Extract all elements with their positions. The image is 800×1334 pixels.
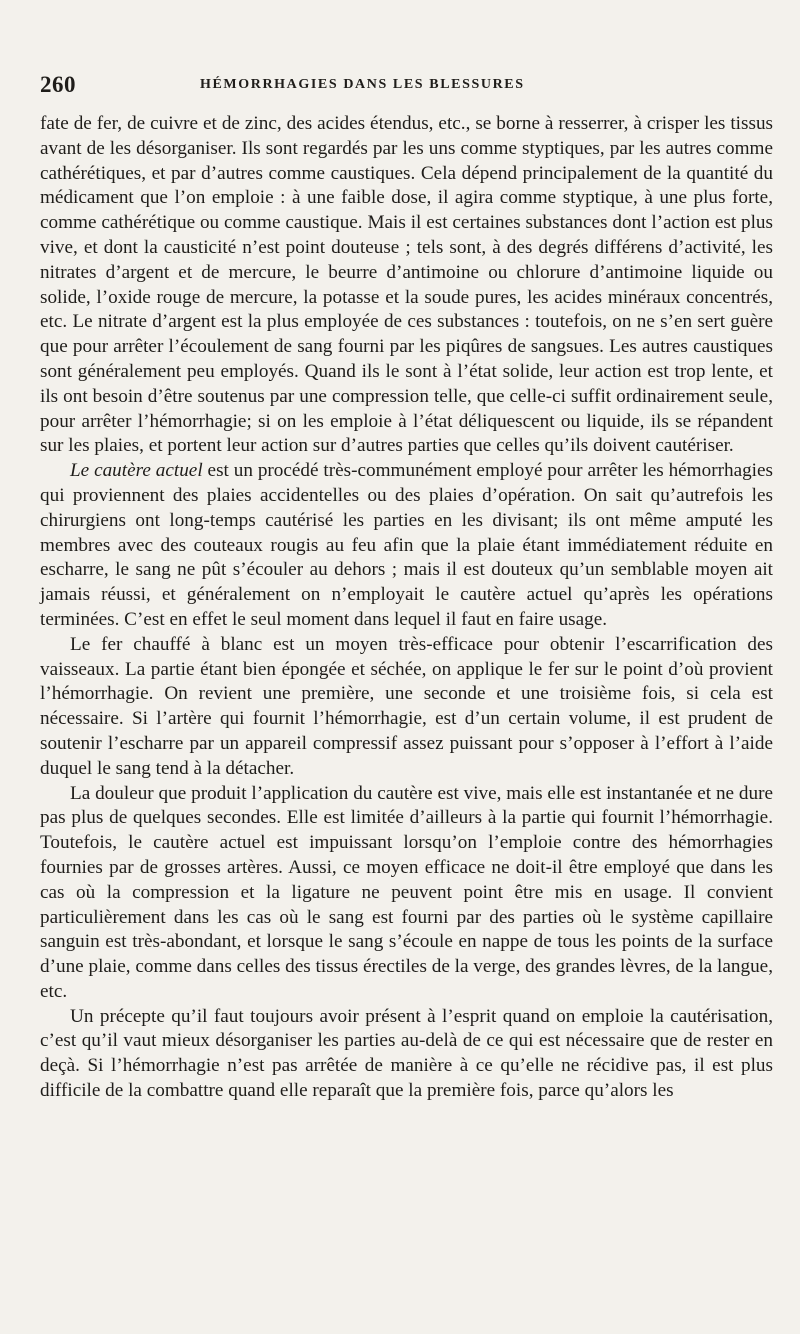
paragraph-text: est un procédé très-communément employé pour arrêter les hémorrhagies qui proviennent des plaies accidentelles ou des plaies d’opération. On sait qu’autrefois les chirurgiens ont long-temps cautérisé les parties en les divisant; ils ont même amputé les membres avec des couteaux rougis au feu afin que la plaie étant immédiatement réduite en escharre, le sang ne pût s’écouler au dehors ; mais il est douteux qu’un semblable moyen ait jamais réussi, et généralement on n’employait le cautère actuel qu’après les opérations terminées. C’est en effet le seul moment dans lequel il faut en faire usage.: [40, 460, 773, 630]
paragraph-text: fate de fer, de cuivre et de zinc, des acides étendus, etc., se borne à resserrer, à crisper les tissus avant de les désorganiser. Ils sont regardés par les uns comme styptiques, par les autres comme cathérétiques, et par d’autres comme caustiques. Cela dépend principalement de la quantité du médicament que l’on emploie : à une faible dose, il agira comme styptique, à une plus forte, comme cathérétique ou comme caustique. Mais il est certaines substances dont l’action est plus vive, et dont la causticité n’est point douteuse ; tels sont, à des degrés différens d’activité, les nitrates d’argent et de mercure, le beurre d’antimoine ou chlorure d’antimoine liquide ou solide, l’oxide rouge de mercure, la potasse et la soude pures, les acides minéraux concentrés, etc. Le nitrate d’argent est la plus employée de ces substances : toutefois, on ne s’en sert guère que pour arrêter l’écoulement de sang fourni par les piqûres de sangsues. Les autres caustiques sont généralement peu employés. Quand ils le sont à l’état solide, leur action est trop lente, et ils ont besoin d’être soutenus par une compression telle, que celle-ci suffit ordinairement seule, pour arrêter l’hémorrhagie; si on les emploie à l’état déliquescent ou liquide, ils se répandent sur les plaies, et portent leur action sur d’autres parties que celles qu’ils doivent cautériser.: [40, 113, 773, 457]
paragraph-1: [40, 112, 773, 459]
italic-lead-term: Le cautère actuel: [70, 460, 203, 482]
paragraph-4: [40, 782, 773, 1005]
paragraph-3: [40, 633, 773, 782]
page-header: [40, 72, 775, 100]
body-text: [40, 112, 773, 1104]
paragraph-text: Un précepte qu’il faut toujours avoir présent à l’esprit quand on emploie la cautérisation, c’est qu’il vaut mieux désorganiser les parties au-delà de ce qui est nécessaire que de rester en deçà. Si l’hémorrhagie n’est pas arrêtée de manière à ce qu’elle ne récidive pas, il est plus difficile de la combattre quand elle reparaît que la première fois, parce qu’alors les: [40, 1005, 773, 1102]
running-title: HÉMORRHAGIES DANS LES BLESSURES: [200, 77, 525, 92]
paragraph-5: [40, 1005, 773, 1104]
book-page: [40, 0, 775, 1334]
paragraph-text: Le fer chauffé à blanc est un moyen très-efficace pour obtenir l’escarrification des vaisseaux. La partie étant bien épongée et séchée, on applique le fer sur le point d’où provient l’hémorrhagie. On revient une première, une seconde et une troisième fois, si cela est nécessaire. Si l’artère qui fournit l’hémorrhagie, est d’un certain volume, il est prudent de soutenir l’escharre par un appareil compressif assez puissant pour s’opposer à l’effort à l’aide duquel le sang tend à la détacher.: [40, 633, 773, 779]
paragraph-text: La douleur que produit l’application du cautère est vive, mais elle est instantanée et ne dure pas plus de quelques secondes. Elle est limitée d’ailleurs à la partie qui fournit l’hémorrhagie. Toutefois, le cautère actuel est impuissant lorsqu’on l’emploie contre des hémorrhagies fournies par de grosses artères. Aussi, ce moyen efficace ne doit-il être employé que dans les cas où la compression et la ligature ne peuvent point être mis en usage. Il convient particulièrement dans les cas où le sang est fourni par des parties où le système capillaire sanguin est très-abondant, et lorsque le sang s’écoule en nappe de tous les points de la surface d’une plaie, comme dans celles des tissus érectiles de la verge, des grandes lèvres, de la langue, etc.: [40, 782, 773, 1002]
page-number: 260: [40, 72, 76, 97]
paragraph-2: [40, 459, 773, 633]
